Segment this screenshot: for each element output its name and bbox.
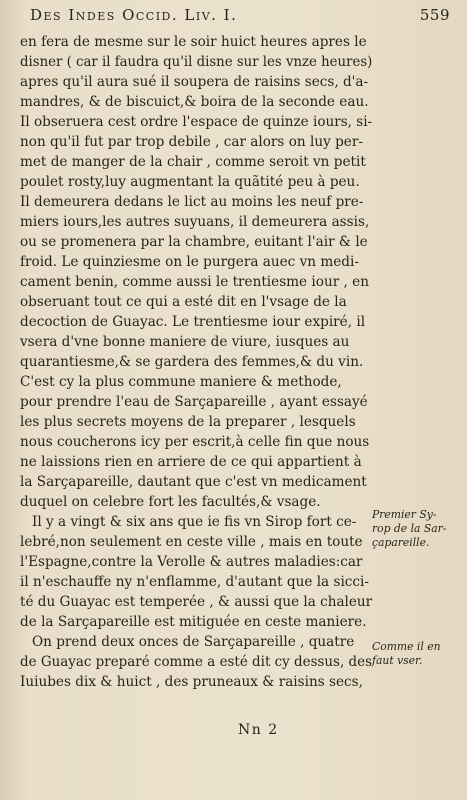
text-line: mandres, & de biscuict,& boira de la seconde eau. xyxy=(20,94,369,110)
text-line: de Guayac preparé comme a esté dit cy dessus, des xyxy=(20,654,372,670)
text-line: quarantiesme,& se gardera des femmes,& du vin. xyxy=(20,354,364,370)
signature-mark: Nn 2 xyxy=(238,722,279,738)
body-text xyxy=(20,32,372,692)
text-line: C'est cy la plus commune maniere & methode, xyxy=(20,374,342,390)
text-line: en fera de mesme sur le soir huict heures apres le xyxy=(20,34,367,50)
text-line: decoction de Guayac. Le trentiesme iour expiré, il xyxy=(20,314,366,330)
text-line: Il obseruera cest ordre l'espace de quinze iours, si- xyxy=(20,114,373,130)
text-line: froid. Le quinziesme on le purgera auec vn medi- xyxy=(20,254,359,270)
text-line: pour prendre l'eau de Sarçapareille , ayant essayé xyxy=(20,394,368,410)
text-line: lebré,non seulement en ceste ville , mais en toute xyxy=(20,534,363,550)
text-line: té du Guayac est temperée , & aussi que la chaleur xyxy=(20,594,373,610)
bottom-margin xyxy=(0,760,467,800)
margin-note-line: Comme il en xyxy=(372,640,441,653)
text-line: Iuiubes dix & huict , des pruneaux & raisins secs, xyxy=(20,674,363,690)
text-line: miers iours,les autres suyuans, il demeurera assis, xyxy=(20,214,370,230)
text-line: ou se promenera par la chambre, euitant l'air & le xyxy=(20,234,368,250)
text-line: apres qu'il aura sué il soupera de raisins secs, d'a- xyxy=(20,74,369,90)
running-title: Des Indes Occid. Liv. I. xyxy=(30,6,238,24)
text-line: met de manger de la chair , comme seroit vn petit xyxy=(20,154,366,170)
margin-note-line: rop de la Sar- xyxy=(372,522,447,535)
page-number: 559 xyxy=(419,6,450,24)
text-line: Il y a vingt & six ans que ie fis vn Sirop fort ce- xyxy=(32,514,357,530)
margin-note-line: Premier Sy- xyxy=(372,508,437,521)
margin-note-first-syrup xyxy=(372,508,464,550)
text-line: obseruant tout ce qui a esté dit en l'vsage de la xyxy=(20,294,347,310)
text-line: poulet rosty,luy augmentant la quãtité peu à peu. xyxy=(20,174,360,190)
text-line: ne laissions rien en arriere de ce qui appartient à xyxy=(20,454,362,470)
margin-note-usage xyxy=(372,640,464,668)
text-line: l'Espagne,contre la Verolle & autres maladies:car xyxy=(20,554,363,570)
text-line: On prend deux onces de Sarçapareille , quatre xyxy=(32,634,355,650)
text-line: non qu'il fut par trop debile , car alors on luy per- xyxy=(20,134,363,150)
text-line: vsera d'vne bonne maniere de viure, iusques au xyxy=(20,334,350,350)
text-line: duquel on celebre fort les facultés,& vsage. xyxy=(20,494,321,510)
text-line: nous coucherons icy per escrit,à celle fin que nous xyxy=(20,434,370,450)
margin-note-line: çapareille. xyxy=(372,536,430,549)
text-line: il n'eschauffe ny n'enflamme, d'autant que la sicci- xyxy=(20,574,369,590)
text-line: de la Sarçapareille est mitiguée en ceste maniere. xyxy=(20,614,367,630)
page-header xyxy=(30,2,450,30)
text-line: les plus secrets moyens de la preparer , lesquels xyxy=(20,414,356,430)
text-line: la Sarçapareille, dautant que c'est vn medicament xyxy=(20,474,367,490)
text-line: disner ( car il faudra qu'il disne sur les vnze heures) xyxy=(20,54,373,70)
text-line: Il demeurera dedans le lict au moins les neuf pre- xyxy=(20,194,364,210)
text-line: cament benin, comme aussi le trentiesme iour , en xyxy=(20,274,369,290)
margin-note-line: faut vser. xyxy=(372,654,423,667)
